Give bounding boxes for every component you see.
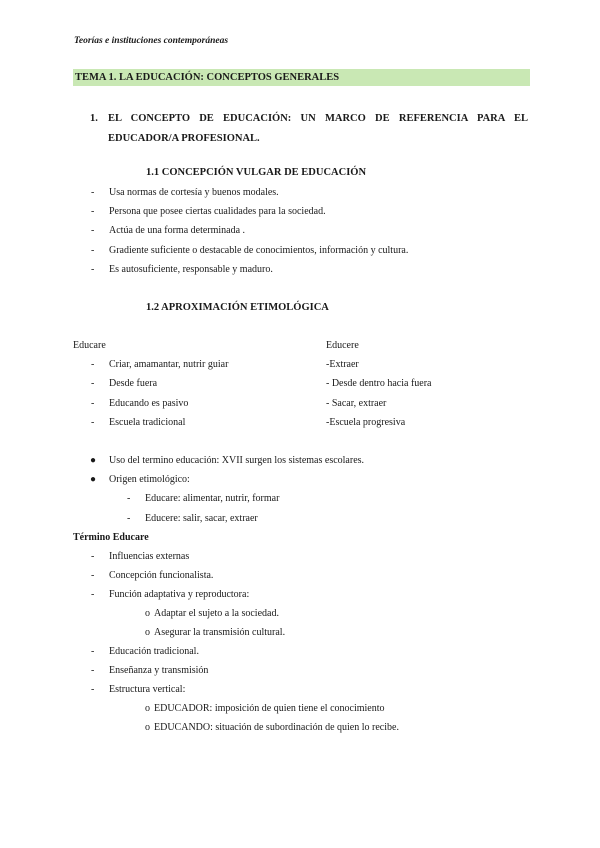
section-1-heading [88,109,528,149]
dash-marker: - [91,551,95,562]
termino-item: Concepción funcionalista. [109,570,214,581]
termino-item: Educación tradicional. [109,646,199,657]
dash-marker: - [91,378,95,389]
tema-title: TEMA 1. LA EDUCACIÓN: CONCEPTOS GENERALES [73,69,530,86]
section-1-line-2: EDUCADOR/A PROFESIONAL. [108,133,260,144]
termino-educare-title: Término Educare [73,532,149,543]
circle-bullet-icon: o [145,627,150,638]
educare-item: Educando es pasivo [109,398,189,409]
dash-marker: - [91,417,95,428]
bullet-item-origen: Origen etimológico: [109,474,190,485]
list-item: Es autosuficiente, responsable y maduro. [109,264,273,275]
dash-marker: - [91,264,95,275]
origen-sub-item: Educare: alimentar, nutrir, formar [145,493,280,504]
dash-marker: - [91,245,95,256]
estructura-sub-item: EDUCANDO: situación de subordinación de quien lo recibe. [154,722,399,733]
dash-marker: - [91,684,95,695]
list-item: Persona que posee ciertas cualidades para la sociedad. [109,206,326,217]
origen-sub-item: Educere: salir, sacar, extraer [145,513,258,524]
dash-marker: - [91,646,95,657]
estructura-sub-item: EDUCADOR: imposición de quien tiene el conocimiento [154,703,385,714]
educere-item: -Escuela progresiva [326,417,406,428]
section-1-line-1: EL CONCEPTO DE EDUCACIÓN: UN MARCO DE REFERENCIA PARA EL [108,113,528,124]
list-item: Gradiente suficiente o destacable de conocimientos, información y cultura. [109,245,409,256]
educare-item: Escuela tradicional [109,417,186,428]
section-1-number: 1. [90,113,98,124]
educare-item: Criar, amamantar, nutrir guiar [109,359,229,370]
funcion-sub-item: Adaptar el sujeto a la sociedad. [154,608,279,619]
dash-marker: - [91,225,95,236]
subsection-1-1-title: 1.1 CONCEPCIÓN VULGAR DE EDUCACIÓN [146,167,367,178]
educere-item: - Sacar, extraer [326,398,387,409]
bullet-icon: ● [90,455,97,466]
list-item: Actúa de una forma determinada . [109,225,246,236]
circle-bullet-icon: o [145,722,150,733]
circle-bullet-icon: o [145,703,150,714]
circle-bullet-icon: o [145,608,150,619]
educare-heading: Educare [73,340,106,351]
termino-item: Función adaptativa y reproductora: [109,589,250,600]
educare-item: Desde fuera [109,378,158,389]
educere-item: -Extraer [326,359,359,370]
dash-marker: - [91,398,95,409]
educere-heading: Educere [326,340,359,351]
dash-marker: - [91,359,95,370]
dash-marker: - [127,493,131,504]
dash-marker: - [91,665,95,676]
bullet-icon: ● [90,474,97,485]
termino-item: Enseñanza y transmisión [109,665,209,676]
bullet-item-uso: Uso del termino educación: XVII surgen los sistemas escolares. [109,455,365,466]
subsection-1-2-title: 1.2 APROXIMACIÓN ETIMOLÓGICA [146,302,329,313]
educere-item: - Desde dentro hacia fuera [326,378,432,389]
document-header: Teorías e instituciones contemporáneas [74,36,229,46]
dash-marker: - [91,187,95,198]
termino-item: Estructura vertical: [109,684,186,695]
dash-marker: - [91,589,95,600]
termino-item: Influencias externas [109,551,190,562]
dash-marker: - [91,206,95,217]
funcion-sub-item: Asegurar la transmisión cultural. [154,627,286,638]
dash-marker: - [91,570,95,581]
dash-marker: - [127,513,131,524]
list-item: Usa normas de cortesía y buenos modales. [109,187,279,198]
